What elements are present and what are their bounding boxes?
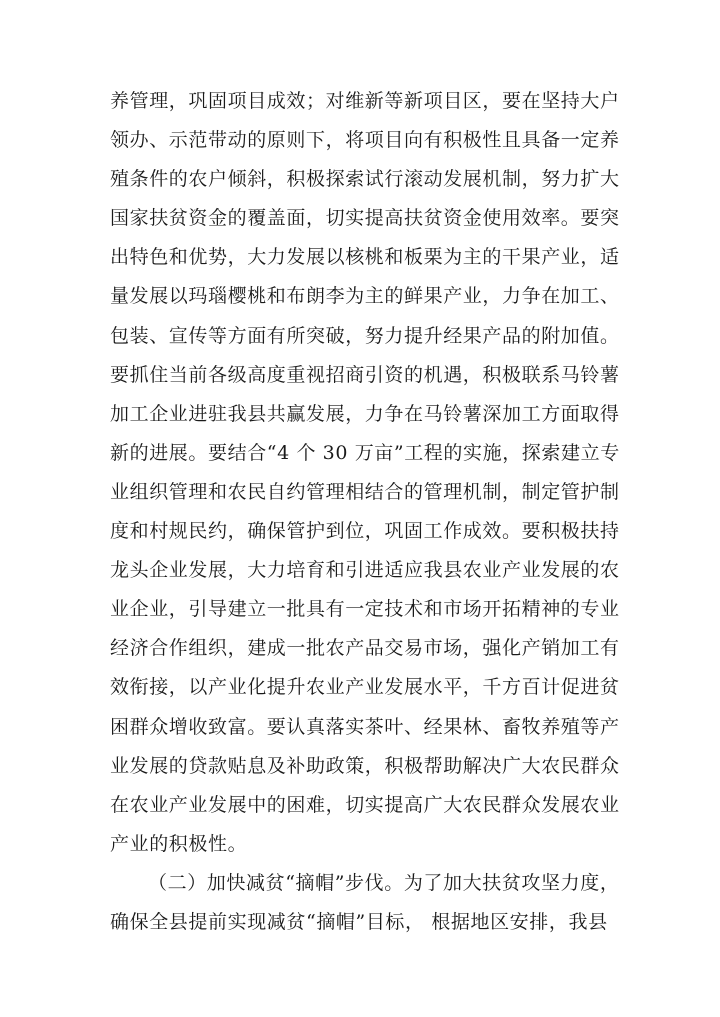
- text-line: 养管理，巩固项目成效；对维新等新项目区，要在坚持大户: [110, 90, 620, 112]
- text-line: 困群众增收致富。要认真落实茶叶、经果林、畜牧养殖等产: [110, 715, 620, 738]
- text-line: 新的进展。要结合“4 个 30 万亩”工程的实施，探索建立专: [110, 441, 620, 464]
- body-text: [110, 82, 630, 942]
- text-line: 业组织管理和农民自约管理相结合的管理机制，制定管护制: [110, 480, 620, 503]
- text-line: 龙头企业发展，大力培育和引进适应我县农业产业发展的农: [110, 559, 620, 582]
- text-line: 度和村规民约，确保管护到位，巩固工作成效。要积极扶持: [110, 520, 620, 543]
- text-line: 领办、示范带动的原则下，将项目向有积极性且具备一定养: [110, 129, 620, 152]
- text-line: 国家扶贫资金的覆盖面，切实提高扶贫资金使用效率。要突: [110, 207, 620, 230]
- text-line: 效衔接，以产业化提升农业产业发展水平，千方百计促进贫: [110, 676, 620, 699]
- text-line: 量发展以玛瑙樱桃和布朗李为主的鲜果产业，力争在加工、: [110, 285, 620, 308]
- section-heading-line: （二）加快减贫“摘帽”步伐。为了加大扶贫攻坚力度，: [148, 871, 620, 894]
- text-line: 产业的积极性。: [110, 832, 248, 855]
- text-line: 经济合作组织，建成一批农产品交易市场，强化产销加工有: [110, 637, 620, 660]
- text-line: 业发展的贷款贴息及补助政策，积极帮助解决广大农民群众: [110, 754, 620, 777]
- text-line: 确保全县提前实现减贫“摘帽”目标， 根据地区安排，我县: [110, 910, 608, 933]
- text-line: 要抓住当前各级高度重视招商引资的机遇，积极联系马铃薯: [110, 363, 620, 386]
- text-line: 加工企业进驻我县共赢发展，力争在马铃薯深加工方面取得: [110, 402, 620, 425]
- text-line: 在农业产业发展中的困难，切实提高广大农民群众发展农业: [110, 793, 620, 816]
- text-line: 殖条件的农户倾斜，积极探索试行滚动发展机制，努力扩大: [110, 168, 620, 191]
- text-line: 业企业，引导建立一批具有一定技术和市场开拓精神的专业: [110, 598, 620, 621]
- text-line: 包装、宣传等方面有所突破，努力提升经果产品的附加值。: [110, 324, 620, 347]
- text-line: 出特色和优势，大力发展以核桃和板栗为主的干果产业，适: [110, 246, 620, 269]
